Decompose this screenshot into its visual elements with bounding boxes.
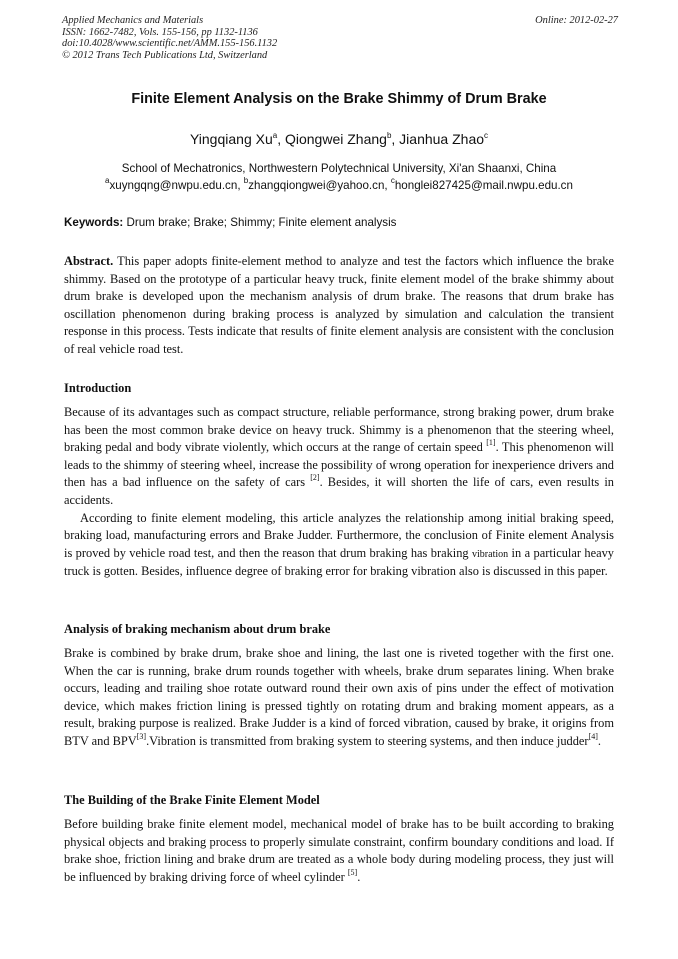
text-run: . This phenomenon will leads to the shimmy of steering wheel, increase the possibility of wrong operation for inexperience drivers and then has a bad influence on the safety of cars <box>64 440 614 490</box>
abstract-label: Abstract. <box>64 254 114 268</box>
author-affiliation-mark: c <box>484 131 489 140</box>
journal-name: Applied Mechanics and Materials <box>62 15 204 26</box>
citation[interactable]: [4] <box>588 731 598 741</box>
text-run: . Besides, it will shorten the life of cars, even results in accidents. <box>64 475 614 507</box>
abstract-text: This paper adopts finite-element method to analyze and test the factors which influence the brake shimmy. Based on the prototype of a particular heavy truck, finite element model of the brake shimmy about drum brake is developed upon the mechanism analysis of drum brake. The reasons that drum brake has oscillation phenomenon during braking process is analyzed by simulation and calculation the transient response in this process. Tests indicate that results of finite element analysis are consistent with the conclusion of real vehicle road test. <box>64 254 614 356</box>
mechanism-heading: Analysis of braking mechanism about drum brake <box>64 622 331 636</box>
keywords <box>64 216 614 229</box>
text-run: Because of its advantages such as compact structure, reliable performance, strong braking power, drum brake has been the most common brake device on heavy truck. Shimmy is a phenomenon that the steering wheel, braking pedal and body vibrate violently, which occurs at the range of certain speed <box>64 405 614 455</box>
email-address[interactable]: honglei827425@mail.nwpu.edu.cn <box>394 179 573 192</box>
mechanism-body <box>64 645 614 751</box>
issn-line: ISSN: 1662-7482, Vols. 155-156, pp 1132-1136 <box>62 26 258 38</box>
abstract <box>64 253 614 359</box>
text-run: Brake is combined by brake drum, brake shoe and lining, the last one is riveted together with the first one. When the car is running, brake drum rounds together with wheels, brake drum separates lining. When brake occurs, leading and trailing shoe rotate outward round their own axis of pins under the effect of motivation device, which makes friction lining is pressed tightly on rotating drum and braking moment appears, as a result, braking purpose is realized. Brake Judder is a kind of forced vibration, caused by brake, it origins from BTV and BPV <box>64 646 614 748</box>
text-run: . <box>357 869 361 884</box>
author-list <box>0 131 678 147</box>
keywords-label: Keywords: <box>64 216 124 229</box>
keywords-text: Drum brake; Brake; Shimmy; Finite element analysis <box>123 216 397 229</box>
affiliation: School of Mechatronics, Northwestern Polytechnical University, Xi'an Shaanxi, China <box>121 162 557 175</box>
online-date: Online: 2012-02-27 <box>535 15 618 26</box>
email-mark: c <box>390 176 395 185</box>
building-body <box>64 816 614 886</box>
email-address[interactable]: xuyngqng@nwpu.edu.cn <box>109 179 238 192</box>
author-name: Qiongwei Zhang <box>284 131 387 147</box>
journal-header <box>62 15 618 61</box>
introduction-body <box>64 404 614 581</box>
author-name: Jianhua Zhao <box>399 131 485 147</box>
introduction-paragraph-1 <box>64 404 614 510</box>
author-affiliation-mark: b <box>386 131 392 140</box>
citation[interactable]: [3] <box>136 731 147 741</box>
citation[interactable]: [1] <box>486 438 496 448</box>
email-list <box>0 176 678 192</box>
citation[interactable]: [5] <box>347 867 358 877</box>
text-run: .Vibration is transmitted from braking system to steering systems, and then induce judder <box>146 733 589 748</box>
text-run: . <box>597 733 601 748</box>
text-run: in a particular heavy truck is gotten. Besides, influence degree of braking error for braking vibration also is discussed in this paper. <box>64 545 614 579</box>
author-affiliation-mark: a <box>272 131 278 140</box>
email-separator: , <box>237 179 244 192</box>
introduction-paragraph-2 <box>64 510 614 581</box>
email-address[interactable]: zhangqiongwei@yahoo.cn <box>248 179 385 192</box>
author-separator: , <box>391 131 400 147</box>
doi-line: doi:10.4028/www.scientific.net/AMM.155-156.1132 <box>62 38 278 50</box>
text-run: vibration <box>472 548 509 560</box>
citation[interactable]: [2] <box>310 473 320 483</box>
text-run: Before building brake finite element model, mechanical model of brake has to be built according to braking physical objects and braking process to properly simulate constraint, confirm boundary conditions and load. If brake shoe, friction lining and brake drum are treated as a whole body during modeling process, they just will be influenced by braking driving force of wheel cylinder <box>64 817 614 884</box>
author-separator: , <box>277 131 285 147</box>
text-run: According to finite element modeling, this article analyzes the relationship among initial braking speed, braking load, manufacturing errors and Brake Judder. Furthermore, the conclusion of Finite element Analysis is proved by vehicle road test, and then the reason that drum braking has braking <box>64 510 614 560</box>
email-mark: b <box>243 176 249 185</box>
copyright-line: © 2012 Trans Tech Publications Ltd, Switzerland <box>62 49 268 61</box>
email-mark: a <box>105 176 110 185</box>
building-heading: The Building of the Brake Finite Element Model <box>64 793 320 807</box>
paper-title: Finite Element Analysis on the Brake Shimmy of Drum Brake <box>131 91 547 107</box>
introduction-heading: Introduction <box>64 381 132 395</box>
email-separator: , <box>384 179 391 192</box>
author-name: Yingqiang Xu <box>189 131 273 147</box>
